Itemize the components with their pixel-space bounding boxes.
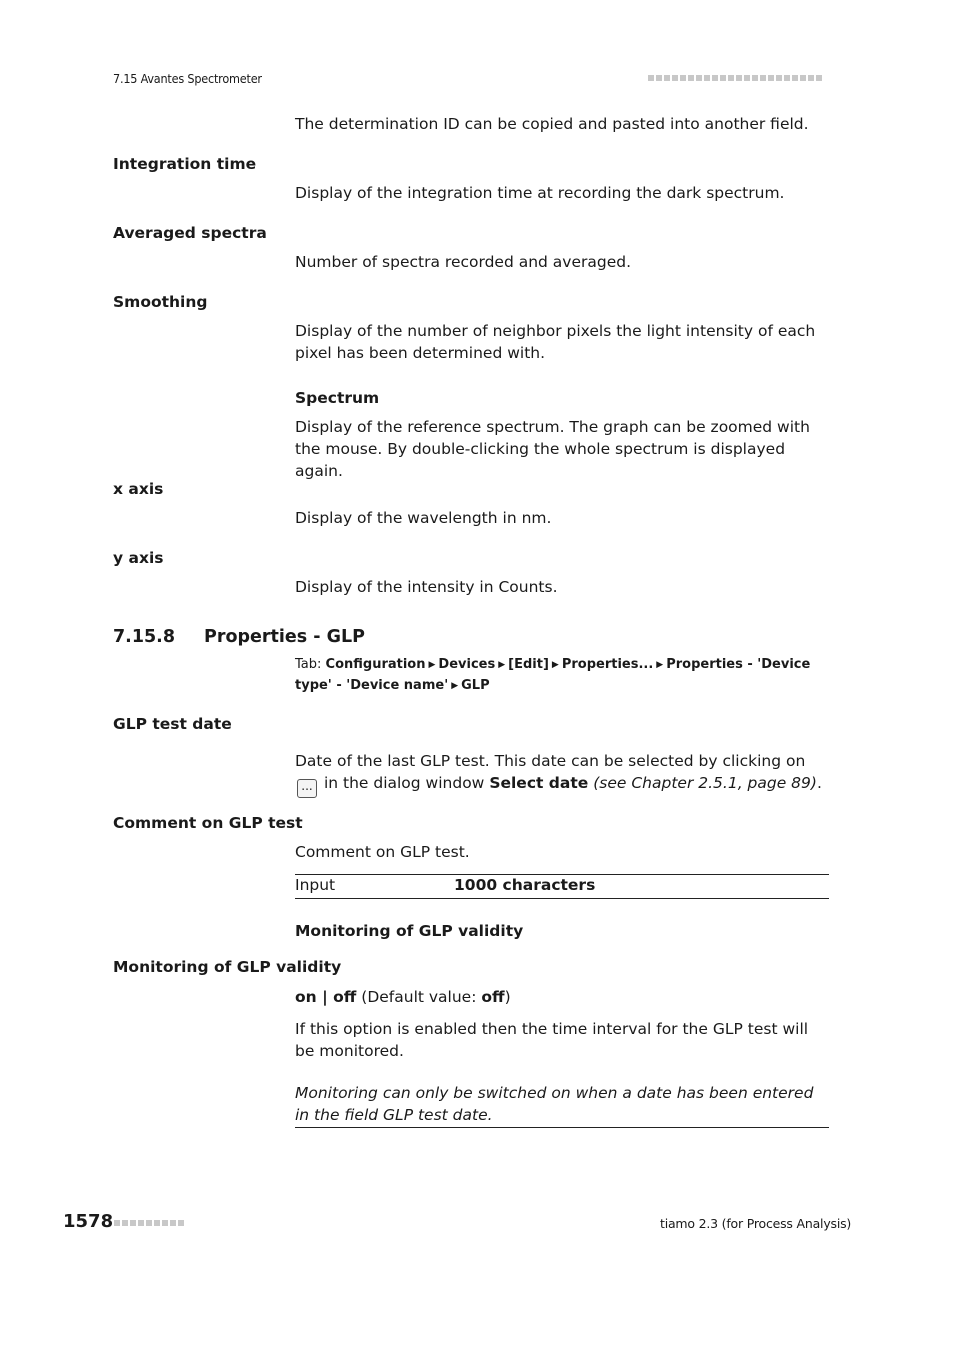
glp-date-desc-before: Date of the last GLP test. This date can be selected by clicking on xyxy=(295,752,806,770)
term-averaged-spectra: Averaged spectra xyxy=(113,224,267,242)
dialog-name: Select date xyxy=(489,774,589,792)
term-x-axis: x axis xyxy=(113,480,164,498)
term-monitoring-glp: Monitoring of GLP validity xyxy=(113,958,342,976)
monitoring-options xyxy=(295,986,830,1008)
chapter-reference-link[interactable]: (see Chapter 2.5.1, page 89) xyxy=(593,774,817,792)
path-edit: [Edit] xyxy=(508,657,549,672)
path-properties: Properties... xyxy=(561,657,654,672)
glp-date-desc-after: in the dialog window xyxy=(323,774,485,792)
footer-product: tiamo 2.3 (for Process Analysis) xyxy=(660,1216,852,1231)
path-configuration: Configuration xyxy=(325,657,426,672)
input-spec-table xyxy=(295,874,829,899)
tab-prefix: Tab: xyxy=(295,657,326,672)
note-monitoring-glp: Monitoring can only be switched on when a date has been entered in the field GLP test date. xyxy=(295,1084,814,1124)
desc-averaged-spectra: Number of spectra recorded and averaged. xyxy=(295,253,632,271)
path-arrow-icon: ▶ xyxy=(656,660,664,670)
header-decoration xyxy=(648,75,822,81)
note-bottom-rule xyxy=(295,1127,829,1128)
ellipsis-button-icon[interactable]: ... xyxy=(297,779,317,798)
running-header-section: 7.15 Avantes Spectrometer xyxy=(113,71,262,86)
desc-y-axis: Display of the intensity in Counts. xyxy=(295,578,558,596)
term-integration-time: Integration time xyxy=(113,155,257,173)
path-devices: Devices xyxy=(438,657,496,672)
default-prefix: (Default value: xyxy=(356,988,482,1006)
path-arrow-icon: ▶ xyxy=(498,660,506,670)
term-glp-test-date: GLP test date xyxy=(113,715,232,733)
term-y-axis: y axis xyxy=(113,549,164,567)
heading-spectrum: Spectrum xyxy=(295,389,380,407)
desc-monitoring-glp: If this option is enabled then the time interval for the GLP test will be monitored. xyxy=(295,1020,809,1060)
section-title: Properties - GLP xyxy=(204,627,365,647)
page-number: 1578 xyxy=(63,1211,114,1232)
path-glp: GLP xyxy=(461,678,490,693)
input-value: 1000 characters xyxy=(454,876,596,894)
desc-glp-test-date xyxy=(295,750,830,798)
path-properties-device: Properties - 'Device type' - 'Device name' xyxy=(295,657,811,693)
path-arrow-icon: ▶ xyxy=(551,660,559,670)
input-label: Input xyxy=(295,876,336,894)
path-arrow-icon: ▶ xyxy=(451,681,459,691)
intro-text: The determination ID can be copied and pasted into another field. xyxy=(295,115,809,133)
desc-smoothing: Display of the number of neighbor pixels the light intensity of each pixel has been determined with. xyxy=(295,322,816,362)
section-number: 7.15.8 xyxy=(113,627,176,647)
default-value: off xyxy=(481,988,505,1006)
footer-decoration xyxy=(114,1220,184,1226)
desc-comment-on-glp: Comment on GLP test. xyxy=(295,843,470,861)
heading-monitoring-glp: Monitoring of GLP validity xyxy=(295,922,524,940)
desc-integration-time: Display of the integration time at recording the dark spectrum. xyxy=(295,184,785,202)
default-suffix: ) xyxy=(504,988,511,1006)
period: . xyxy=(816,774,822,792)
term-comment-on-glp: Comment on GLP test xyxy=(113,814,303,832)
options-values: on | off xyxy=(295,988,357,1006)
term-smoothing: Smoothing xyxy=(113,293,208,311)
path-arrow-icon: ▶ xyxy=(428,660,436,670)
desc-x-axis: Display of the wavelength in nm. xyxy=(295,509,552,527)
desc-spectrum: Display of the reference spectrum. The graph can be zoomed with the mouse. By double-clicking the whole spectrum is displayed again. xyxy=(295,418,810,480)
tab-path xyxy=(295,655,835,697)
